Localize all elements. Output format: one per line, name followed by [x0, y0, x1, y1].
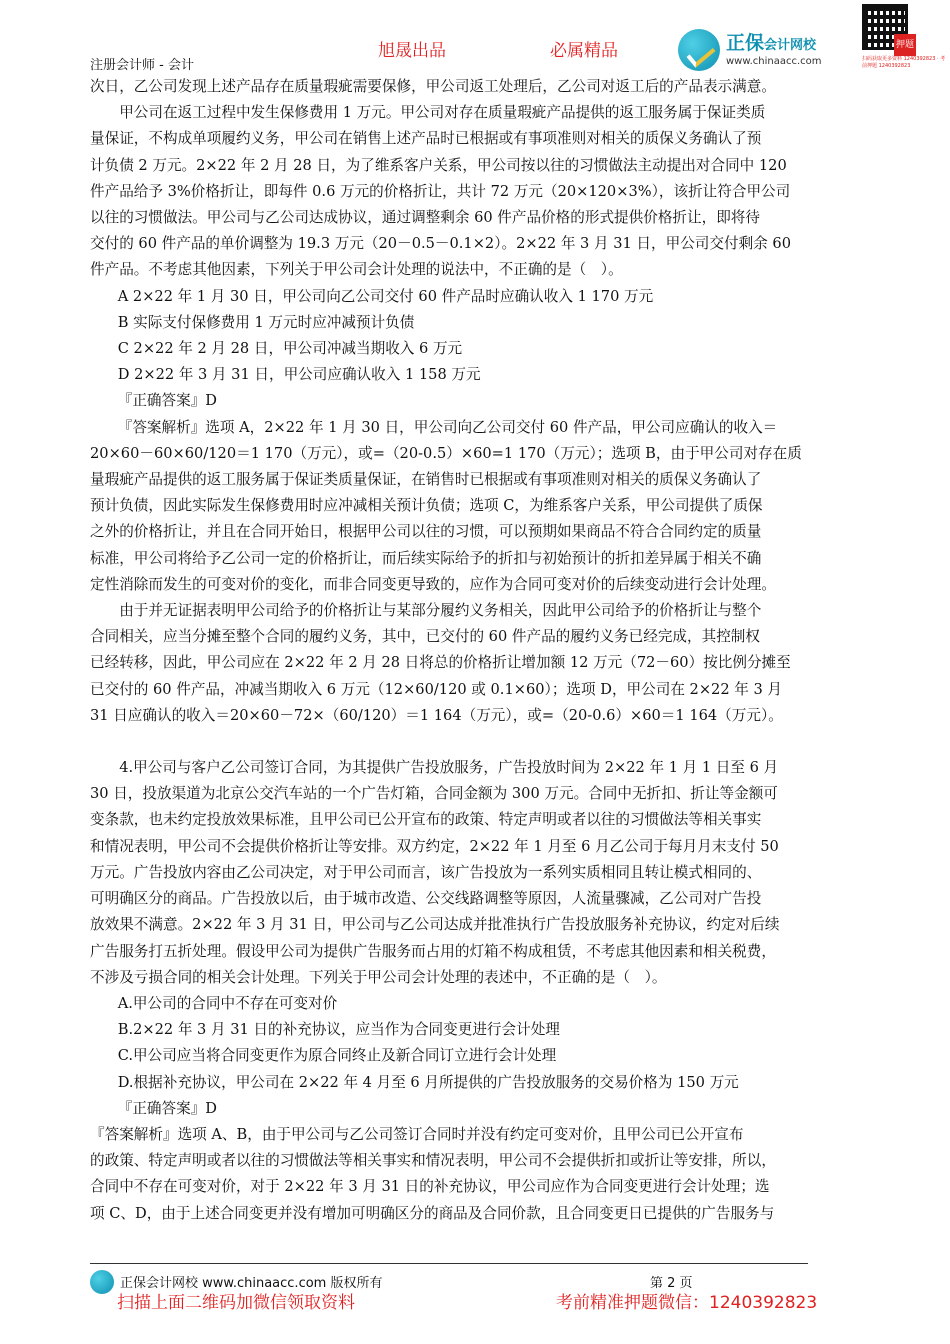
text-line: D 2×22 年 3 月 31 日，甲公司应确认收入 1 158 万元 — [117, 366, 481, 384]
text-line: 次日，乙公司发现上述产品存在质量瑕疵需要保修，甲公司返工处理后，乙公司对返工后的产品表示满意。 — [90, 78, 776, 95]
text-line: 已经转移，因此，甲公司应在 2×22 年 2 月 28 日将总的价格折让增加额 12 万元（72－60）按比例分摊至 — [90, 654, 791, 672]
text-line: 万元。广告投放内容由乙公司决定，对于甲公司而言，该广告投放为一系列实质相同且转让模式相同的、 — [90, 863, 762, 881]
text-line: 『正确答案』D — [117, 1099, 217, 1117]
text-line: 『答案解析』选项 A，2×22 年 1 月 30 日，甲公司向乙公司交付 60 件产品，甲公司应确认的收入＝ — [117, 418, 778, 436]
text-line: 由于并无证据表明甲公司给予的价格折让与某部分履约义务相关，因此甲公司给予的价格折让与整个 — [119, 602, 762, 620]
promo-scan-text: 扫描上面二维码加微信领取资料 — [117, 1293, 355, 1313]
promo-badge: 押题 — [894, 34, 916, 56]
footer-copyright: 正保会计网校 www.chinaacc.com 版权所有 — [120, 1276, 383, 1291]
promo-wechat-text: 考前精准押题微信：1240392823 — [556, 1293, 818, 1313]
text-line: A.甲公司的合同中不存在可变对价 — [117, 994, 338, 1012]
text-line: D.根据补充协议，甲公司在 2×22 年 4 月至 6 月所提供的广告投放服务的交易价格为 150 万元 — [117, 1073, 739, 1091]
text-line: 件产品。不考虑其他因素，下列关于甲公司会计处理的说法中，不正确的是（ ）。 — [90, 261, 623, 279]
text-line: 广告服务打五折处理。假设甲公司为提供广告服务而占用的灯箱不构成租赁，不考虑其他因素和相关税费， — [90, 942, 776, 960]
brand-url: www.chinaacc.com — [726, 55, 822, 67]
text-line: 件产品给予 3%价格折让，即每件 0.6 万元的价格折让，共计 72 万元（20×120×3%），该折让符合甲公司 — [90, 182, 791, 200]
text-line: 30 日，投放渠道为北京公交汽车站的一个广告灯箱，合同金额为 300 万元。合同中无折扣、折让等金额可 — [90, 785, 778, 803]
brand-logo[interactable] — [678, 28, 858, 72]
paragraph-gap — [90, 729, 860, 755]
text-line: 和情况表明，甲公司不会提供价格折让等安排。双方约定，2×22 年 1 月至 6 月乙公司于每月月末支付 50 — [90, 837, 779, 855]
text-line: 31 日应确认的收入＝20×60－72×（60/120）＝1 164（万元），或=（20-0.6）×60＝1 164（万元）。 — [90, 706, 783, 724]
text-line: 可明确区分的商品。广告投放以后，由于城市改造、公交线路调整等原因，人流量骤减，乙公司对广告投 — [90, 890, 762, 908]
text-line: 合同中不存在可变对价，对于 2×22 年 3 月 31 日的补充协议，甲公司应作为合同变更进行会计处理；选 — [90, 1178, 770, 1196]
text-line: 之外的价格折让，并且在合同开始日，根据甲公司以往的习惯，可以预期如果商品不符合合同约定的质量 — [90, 523, 762, 541]
text-line: 甲公司在返工过程中发生保修费用 1 万元。甲公司对存在质量瑕疵产品提供的返工服务属于保证类质 — [119, 104, 766, 122]
text-line: B 实际支付保修费用 1 万元时应冲减预计负债 — [117, 313, 415, 331]
text-line: 以往的习惯做法。甲公司与乙公司达成协议，通过调整剩余 60 件产品价格的形式提供价格折让，即将待 — [90, 209, 760, 227]
text-line: 标准，甲公司将给予乙公司一定的价格折让，而后续实际给予的折扣与初始预计的折扣差异属于相关不确 — [90, 549, 762, 567]
text-line: 20×60－60×60/120＝1 170（万元），或=（20-0.5）×60=1 170（万元）；选项 B，由于甲公司对存在质 — [90, 444, 802, 462]
text-line: C 2×22 年 2 月 28 日，甲公司冲减当期收入 6 万元 — [117, 340, 463, 358]
brand-logo-icon — [678, 29, 720, 71]
slogan-right: 必属精品 — [550, 41, 618, 61]
page-number: 第 2 页 — [650, 1276, 693, 1291]
text-line: 预计负债，因此实际发生保修费用时应冲减相关预计负债；选项 C，为维系客户关系，甲公司提供了质保 — [90, 497, 763, 515]
brand-name-suffix: 会计网校 — [764, 37, 817, 53]
text-line: 变条款，也未约定投放效果标准，且甲公司已公开宣布的政策、特定声明或者以往的习惯做法等相关事实 — [90, 811, 762, 829]
text-line: 的政策、特定声明或者以往的习惯做法等相关事实和情况表明，甲公司不会提供折扣或折让等安排，所以， — [90, 1152, 776, 1170]
text-line: 项 C、D，由于上述合同变更并没有增加可明确区分的商品及合同价款，且合同变更日已提供的广告服务与 — [90, 1204, 775, 1222]
text-line: 交付的 60 件产品的单价调整为 19.3 万元（20－0.5－0.1×2）。2×22 年 3 月 31 日，甲公司交付剩余 60 — [90, 235, 791, 253]
text-line: 4.甲公司与客户乙公司签订合同，为其提供广告投放服务，广告投放时间为 2×22 年 1 月 1 日至 6 月 — [119, 759, 779, 777]
course-title: 注册会计师 - 会计 — [90, 58, 194, 73]
footer-logo-icon — [90, 1270, 114, 1294]
text-line: B.2×22 年 3 月 31 日的补充协议，应当作为合同变更进行会计处理 — [117, 1021, 560, 1039]
footer-divider — [90, 1263, 808, 1264]
qr-caption: 扫码获取更多资料 1240392823 · 考前押题 1240392823 — [862, 56, 946, 69]
text-line: 量保证，不构成单项履约义务，甲公司在销售上述产品时已根据或有事项准则对相关的质保义务确认了预 — [90, 130, 762, 148]
text-line: 不涉及亏损合同的相关会计处理。下列关于甲公司会计处理的表述中，不正确的是（ ）。 — [90, 968, 667, 986]
text-line: 『正确答案』D — [117, 392, 217, 410]
text-line: 『答案解析』选项 A、B，由于甲公司与乙公司签订合同时并没有约定可变对价，且甲公司已公开宣布 — [90, 1125, 744, 1143]
text-line: 计负债 2 万元。2×22 年 2 月 28 日，为了维系客户关系，甲公司按以往的习惯做法主动提出对合同中 120 — [90, 156, 787, 174]
text-line: A 2×22 年 1 月 30 日，甲公司向乙公司交付 60 件产品时应确认收入 1 170 万元 — [117, 287, 654, 305]
text-line: 已交付的 60 件产品，冲减当期收入 6 万元（12×60/120 或 0.1×60）；选项 D，甲公司在 2×22 年 3 月 — [90, 680, 783, 698]
text-line: C.甲公司应当将合同变更作为原合同终止及新合同订立进行会计处理 — [117, 1047, 557, 1065]
slogan-left: 旭晟出品 — [378, 41, 446, 61]
text-line: 合同相关，应当分摊至整个合同的履约义务，其中，已交付的 60 件产品的履约义务已经完成，其控制权 — [90, 628, 760, 646]
header-slogans — [378, 36, 618, 61]
text-line: 放效果不满意。2×22 年 3 月 31 日，甲公司与乙公司达成并批准执行广告投放服务补充协议，约定对后续 — [90, 916, 780, 934]
document-body — [90, 74, 860, 1227]
brand-name: 正保 — [726, 31, 765, 54]
text-line: 定性消除而发生的可变对价的变化，而非合同变更导致的，应作为合同可变对价的后续变动进行会计处理。 — [90, 575, 776, 593]
text-line: 量瑕疵产品提供的返工服务属于保证类质量保证，在销售时已根据或有事项准则对相关的质保义务确认了 — [90, 471, 762, 489]
